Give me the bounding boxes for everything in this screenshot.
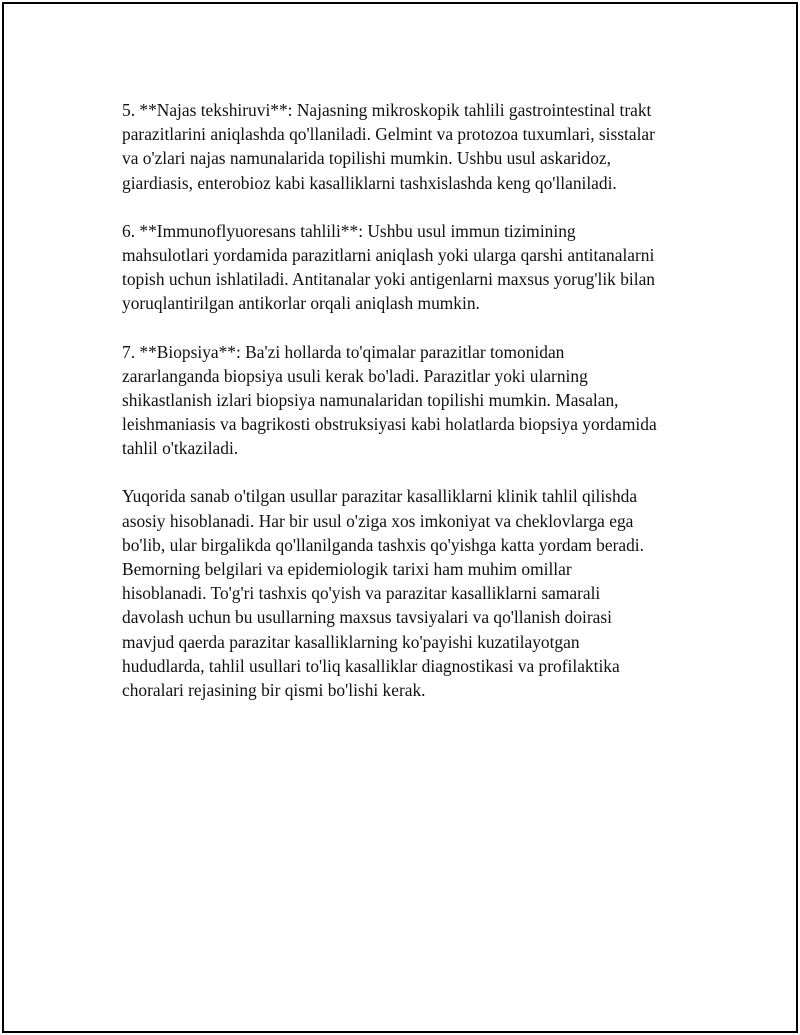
- paragraph-line: 6. **Immunoflyuoresans tahlili**: Ushbu usul immun tizimining: [122, 220, 576, 241]
- paragraph-immunoflyuoresans-tahlili: [122, 219, 722, 316]
- paragraph-line: hududlarda, tahlil usullari to'liq kasalliklar diagnostikasi va profilaktika: [122, 655, 620, 676]
- paragraph-line: Yuqorida sanab o'tilgan usullar parazitar kasalliklarni klinik tahlil qilishda: [122, 486, 638, 507]
- paragraph-line: yoruqlantirilgan antikorlar orqali aniqlash mumkin.: [122, 293, 480, 314]
- paragraph-line: hisoblanadi. To'g'ri tashxis qo'yish va parazitar kasalliklarni samarali: [122, 583, 601, 604]
- paragraph-line: zararlanganda biopsiya usuli kerak bo'ladi. Parazitlar yoki ularning: [122, 365, 588, 386]
- paragraph-line: tahlil o'tkaziladi.: [122, 438, 239, 459]
- paragraph-line: parazitlarini aniqlashda qo'llaniladi. Gelmint va protozoa tuxumlari, sisstalar: [122, 124, 655, 145]
- paragraph-xulosa: [122, 484, 722, 702]
- paragraph-najas-tekshiruvi: [122, 98, 722, 195]
- paragraph-line: mahsulotlari yordamida parazitlarni aniqlash yoki ularga qarshi antitanalarni: [122, 244, 655, 265]
- document-body: [122, 98, 722, 726]
- paragraph-line: davolash uchun bu usullarning maxsus tavsiyalari va qo'llanish doirasi: [122, 607, 612, 628]
- paragraph-line: mavjud qaerda parazitar kasalliklarning ko'payishi kuzatilayotgan: [122, 631, 580, 652]
- paragraph-line: va o'zlari najas namunalarida topilishi mumkin. Ushbu usul askaridoz,: [122, 148, 612, 169]
- page-frame: [2, 2, 798, 1033]
- paragraph-line: shikastlanish izlari biopsiya namunalaridan topilishi mumkin. Masalan,: [122, 389, 619, 410]
- paragraph-line: 7. **Biopsiya**: Ba'zi hollarda to'qimalar parazitlar tomonidan: [122, 341, 565, 362]
- paragraph-line: giardiasis, enterobioz kabi kasalliklarni tashxislashda keng qo'llaniladi.: [122, 172, 617, 193]
- paragraph-line: asosiy hisoblanadi. Har bir usul o'ziga xos imkoniyat va cheklovlarga ega: [122, 510, 634, 531]
- paragraph-line: topish uchun ishlatiladi. Antitanalar yoki antigenlarni maxsus yorug'lik bilan: [122, 269, 655, 290]
- paragraph-line: leishmaniasis va bagrikosti obstruksiyasi kabi holatlarda biopsiya yordamida: [122, 414, 657, 435]
- paragraph-line: Bemorning belgilari va epidemiologik tarixi ham muhim omillar: [122, 559, 572, 579]
- paragraph-biopsiya: [122, 340, 722, 461]
- paragraph-line: bo'lib, ular birgalikda qo'llanilganda tashxis qo'yishga katta yordam beradi.: [122, 534, 644, 555]
- paragraph-line: choralari rejasining bir qismi bo'lishi kerak.: [122, 679, 426, 700]
- paragraph-line: 5. **Najas tekshiruvi**: Najasning mikroskopik tahlili gastrointestinal trakt: [122, 100, 652, 120]
